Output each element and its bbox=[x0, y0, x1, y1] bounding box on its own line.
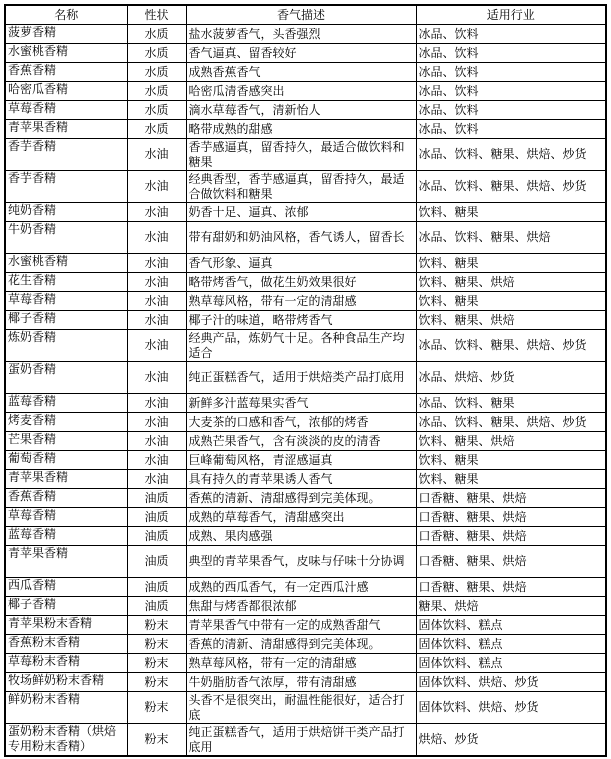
table-row bbox=[5, 578, 606, 597]
cell-form: 油质 bbox=[127, 597, 186, 616]
table-row bbox=[5, 292, 606, 311]
cell-form: 油质 bbox=[127, 508, 186, 527]
cell-industry: 冰品、饮料、糖果、烘焙、炒货 bbox=[416, 330, 606, 362]
cell-industry: 口香糖、糖果、烘焙 bbox=[416, 489, 606, 508]
cell-aroma: 盐水菠萝香气，头香强烈 bbox=[186, 25, 416, 44]
cell-aroma: 巨峰葡萄风格，青涩感逼真 bbox=[186, 451, 416, 470]
cell-industry: 烘焙、炒货 bbox=[416, 724, 606, 757]
cell-form: 水油 bbox=[127, 451, 186, 470]
cell-form: 水质 bbox=[127, 44, 186, 63]
flavor-table bbox=[4, 4, 607, 757]
table-row bbox=[5, 63, 606, 82]
table-row bbox=[5, 25, 606, 44]
cell-name: 草莓粉末香精 bbox=[5, 654, 127, 673]
cell-industry: 饮料、糖果 bbox=[416, 254, 606, 273]
cell-aroma: 熟草莓风格，带有一定的清甜感 bbox=[186, 292, 416, 311]
cell-name: 香蕉粉末香精 bbox=[5, 635, 127, 654]
cell-name: 鲜奶粉末香精 bbox=[5, 692, 127, 724]
table-header-row bbox=[5, 5, 606, 25]
cell-aroma: 奶香十足、逼真、浓郁 bbox=[186, 203, 416, 222]
cell-aroma: 熟草莓风格，带有一定的清甜感 bbox=[186, 654, 416, 673]
cell-name: 水蜜桃香精 bbox=[5, 254, 127, 273]
cell-industry: 冰品、饮料 bbox=[416, 82, 606, 101]
cell-name: 蛋奶粉末香精（烘焙专用粉末香精） bbox=[5, 724, 127, 757]
cell-form: 粉末 bbox=[127, 673, 186, 692]
cell-industry: 饮料、糖果、烘焙 bbox=[416, 311, 606, 330]
cell-name: 香蕉香精 bbox=[5, 489, 127, 508]
table-row bbox=[5, 413, 606, 432]
cell-aroma: 成熟芒果香气，含有淡淡的皮的清香 bbox=[186, 432, 416, 451]
cell-name: 青苹果香精 bbox=[5, 470, 127, 489]
cell-industry: 冰品、饮料、糖果、烘焙、炒货 bbox=[416, 413, 606, 432]
cell-form: 水油 bbox=[127, 470, 186, 489]
cell-industry: 冰品、饮料 bbox=[416, 44, 606, 63]
cell-form: 水质 bbox=[127, 82, 186, 101]
cell-form: 粉末 bbox=[127, 692, 186, 724]
cell-name: 香芋香精 bbox=[5, 171, 127, 203]
cell-industry: 口香糖、糖果、烘焙 bbox=[416, 546, 606, 578]
cell-aroma: 香芋感逼真，留香持久，最适合做饮料和糖果 bbox=[186, 139, 416, 171]
cell-name: 香芋香精 bbox=[5, 139, 127, 171]
cell-form: 水质 bbox=[127, 101, 186, 120]
cell-name: 椰子香精 bbox=[5, 597, 127, 616]
cell-name: 花生香精 bbox=[5, 273, 127, 292]
cell-form: 水油 bbox=[127, 394, 186, 413]
cell-form: 水油 bbox=[127, 292, 186, 311]
cell-industry: 固体饮料、糕点 bbox=[416, 654, 606, 673]
cell-name: 牛奶香精 bbox=[5, 222, 127, 254]
table-row bbox=[5, 635, 606, 654]
cell-name: 西瓜香精 bbox=[5, 578, 127, 597]
cell-industry: 冰品、饮料 bbox=[416, 25, 606, 44]
cell-industry: 冰品、饮料、糖果、烘焙 bbox=[416, 222, 606, 254]
cell-industry: 饮料、糖果、烘焙 bbox=[416, 432, 606, 451]
cell-form: 水油 bbox=[127, 362, 186, 394]
cell-industry: 饮料、糖果 bbox=[416, 470, 606, 489]
table-row bbox=[5, 692, 606, 724]
cell-form: 水油 bbox=[127, 171, 186, 203]
cell-aroma: 成熟、果肉感强 bbox=[186, 527, 416, 546]
cell-form: 粉末 bbox=[127, 654, 186, 673]
cell-aroma: 椰子汁的味道，略带烤香气 bbox=[186, 311, 416, 330]
table-row bbox=[5, 616, 606, 635]
cell-aroma: 成熟香蕉香气 bbox=[186, 63, 416, 82]
cell-aroma: 哈密瓜清香感突出 bbox=[186, 82, 416, 101]
cell-aroma: 带有甜奶和奶油风格，香气诱人，留香长 bbox=[186, 222, 416, 254]
cell-aroma: 牛奶脂肪香气浓厚，带有清甜感 bbox=[186, 673, 416, 692]
table-row bbox=[5, 451, 606, 470]
cell-industry: 口香糖、糖果、烘焙 bbox=[416, 527, 606, 546]
table-row bbox=[5, 527, 606, 546]
table-row bbox=[5, 254, 606, 273]
table-row bbox=[5, 311, 606, 330]
cell-form: 水油 bbox=[127, 330, 186, 362]
cell-name: 香蕉香精 bbox=[5, 63, 127, 82]
cell-form: 油质 bbox=[127, 489, 186, 508]
cell-industry: 固体饮料、糕点 bbox=[416, 635, 606, 654]
cell-industry: 固体饮料、烘焙、炒货 bbox=[416, 692, 606, 724]
cell-industry: 冰品、饮料、糖果 bbox=[416, 394, 606, 413]
cell-form: 油质 bbox=[127, 527, 186, 546]
cell-industry: 冰品、饮料 bbox=[416, 63, 606, 82]
cell-name: 青苹果香精 bbox=[5, 120, 127, 139]
cell-aroma: 纯正蛋糕香气，适用于烘焙饼干类产品打底用 bbox=[186, 724, 416, 757]
cell-aroma: 滴水草莓香气，清新怡人 bbox=[186, 101, 416, 120]
cell-industry: 冰品、饮料、糖果、烘焙、炒货 bbox=[416, 139, 606, 171]
table-row bbox=[5, 273, 606, 292]
cell-aroma: 经典香型，香芋感逼真，留香持久，最适合做饮料和糖果 bbox=[186, 171, 416, 203]
table-row bbox=[5, 139, 606, 171]
cell-name: 纯奶香精 bbox=[5, 203, 127, 222]
cell-aroma: 成熟的西瓜香气，有一定西瓜汁感 bbox=[186, 578, 416, 597]
table-row bbox=[5, 724, 606, 757]
table-row bbox=[5, 654, 606, 673]
cell-name: 烤麦香精 bbox=[5, 413, 127, 432]
cell-form: 水油 bbox=[127, 254, 186, 273]
cell-form: 水油 bbox=[127, 273, 186, 292]
table-row bbox=[5, 673, 606, 692]
cell-aroma: 典型的青苹果香气，皮味与仔味十分协调 bbox=[186, 546, 416, 578]
header-aroma: 香气描述 bbox=[186, 5, 416, 25]
cell-name: 青苹果香精 bbox=[5, 546, 127, 578]
cell-aroma: 青苹果香气中带有一定的成熟香甜气 bbox=[186, 616, 416, 635]
cell-aroma: 略带成熟的甜感 bbox=[186, 120, 416, 139]
cell-industry: 固体饮料、烘焙、炒货 bbox=[416, 673, 606, 692]
header-industry: 适用行业 bbox=[416, 5, 606, 25]
cell-aroma: 成熟的草莓香气，清甜感突出 bbox=[186, 508, 416, 527]
cell-form: 水油 bbox=[127, 139, 186, 171]
cell-form: 水油 bbox=[127, 311, 186, 330]
cell-industry: 固体饮料、糕点 bbox=[416, 616, 606, 635]
table-row bbox=[5, 44, 606, 63]
cell-name: 葡萄香精 bbox=[5, 451, 127, 470]
cell-form: 水油 bbox=[127, 432, 186, 451]
cell-form: 水油 bbox=[127, 413, 186, 432]
cell-aroma: 头香不是很突出，耐温性能很好，适合打底 bbox=[186, 692, 416, 724]
cell-form: 粉末 bbox=[127, 616, 186, 635]
cell-aroma: 香气逼真、留香较好 bbox=[186, 44, 416, 63]
cell-industry: 冰品、饮料、糖果、烘焙、炒货 bbox=[416, 171, 606, 203]
table-row bbox=[5, 222, 606, 254]
cell-industry: 饮料、糖果 bbox=[416, 292, 606, 311]
table-row bbox=[5, 546, 606, 578]
cell-name: 蓝莓香精 bbox=[5, 527, 127, 546]
cell-name: 哈密瓜香精 bbox=[5, 82, 127, 101]
cell-aroma: 焦甜与烤香都很浓郁 bbox=[186, 597, 416, 616]
table-row bbox=[5, 432, 606, 451]
cell-form: 水质 bbox=[127, 25, 186, 44]
cell-aroma: 新鲜多汁蓝莓果实香气 bbox=[186, 394, 416, 413]
cell-aroma: 略带烤香气，做花生奶效果很好 bbox=[186, 273, 416, 292]
cell-name: 草莓香精 bbox=[5, 508, 127, 527]
cell-form: 粉末 bbox=[127, 724, 186, 757]
cell-form: 水油 bbox=[127, 222, 186, 254]
cell-aroma: 香蕉的清新、清甜感得到完美体现。 bbox=[186, 635, 416, 654]
table-row bbox=[5, 120, 606, 139]
cell-form: 水质 bbox=[127, 120, 186, 139]
cell-industry: 冰品、饮料 bbox=[416, 120, 606, 139]
cell-form: 水质 bbox=[127, 63, 186, 82]
cell-name: 草莓香精 bbox=[5, 292, 127, 311]
cell-aroma: 大麦茶的口感和香气，浓郁的烤香 bbox=[186, 413, 416, 432]
cell-industry: 饮料、糖果、烘焙 bbox=[416, 273, 606, 292]
table-row bbox=[5, 330, 606, 362]
cell-name: 水蜜桃香精 bbox=[5, 44, 127, 63]
cell-name: 牧场鲜奶粉末香精 bbox=[5, 673, 127, 692]
table-row bbox=[5, 597, 606, 616]
cell-name: 菠萝香精 bbox=[5, 25, 127, 44]
header-name: 名称 bbox=[5, 5, 127, 25]
table-row bbox=[5, 489, 606, 508]
cell-industry: 饮料、糖果 bbox=[416, 451, 606, 470]
cell-industry: 冰品、烘焙、炒货 bbox=[416, 362, 606, 394]
cell-aroma: 香蕉的清新、清甜感得到完美体现。 bbox=[186, 489, 416, 508]
table-row bbox=[5, 101, 606, 120]
table-row bbox=[5, 508, 606, 527]
header-form: 性状 bbox=[127, 5, 186, 25]
table-row bbox=[5, 82, 606, 101]
cell-name: 芒果香精 bbox=[5, 432, 127, 451]
cell-name: 椰子香精 bbox=[5, 311, 127, 330]
cell-industry: 口香糖、糖果、烘焙 bbox=[416, 578, 606, 597]
cell-aroma: 香气形象、逼真 bbox=[186, 254, 416, 273]
table-row bbox=[5, 171, 606, 203]
cell-form: 水油 bbox=[127, 203, 186, 222]
cell-name: 炼奶香精 bbox=[5, 330, 127, 362]
cell-aroma: 具有持久的青苹果诱人香气 bbox=[186, 470, 416, 489]
cell-aroma: 经典产品，炼奶气十足。各种食品生产均适合 bbox=[186, 330, 416, 362]
table-row bbox=[5, 394, 606, 413]
cell-industry: 冰品、饮料 bbox=[416, 101, 606, 120]
cell-industry: 饮料、糖果 bbox=[416, 203, 606, 222]
cell-name: 蓝莓香精 bbox=[5, 394, 127, 413]
cell-industry: 口香糖、糖果、烘焙 bbox=[416, 508, 606, 527]
cell-form: 油质 bbox=[127, 546, 186, 578]
table-row bbox=[5, 470, 606, 489]
cell-name: 蛋奶香精 bbox=[5, 362, 127, 394]
table-row bbox=[5, 203, 606, 222]
cell-name: 草莓香精 bbox=[5, 101, 127, 120]
table-row bbox=[5, 362, 606, 394]
cell-aroma: 纯正蛋糕香气，适用于烘焙类产品打底用 bbox=[186, 362, 416, 394]
cell-form: 油质 bbox=[127, 578, 186, 597]
cell-name: 青苹果粉末香精 bbox=[5, 616, 127, 635]
cell-industry: 糖果、烘焙 bbox=[416, 597, 606, 616]
cell-form: 粉末 bbox=[127, 635, 186, 654]
